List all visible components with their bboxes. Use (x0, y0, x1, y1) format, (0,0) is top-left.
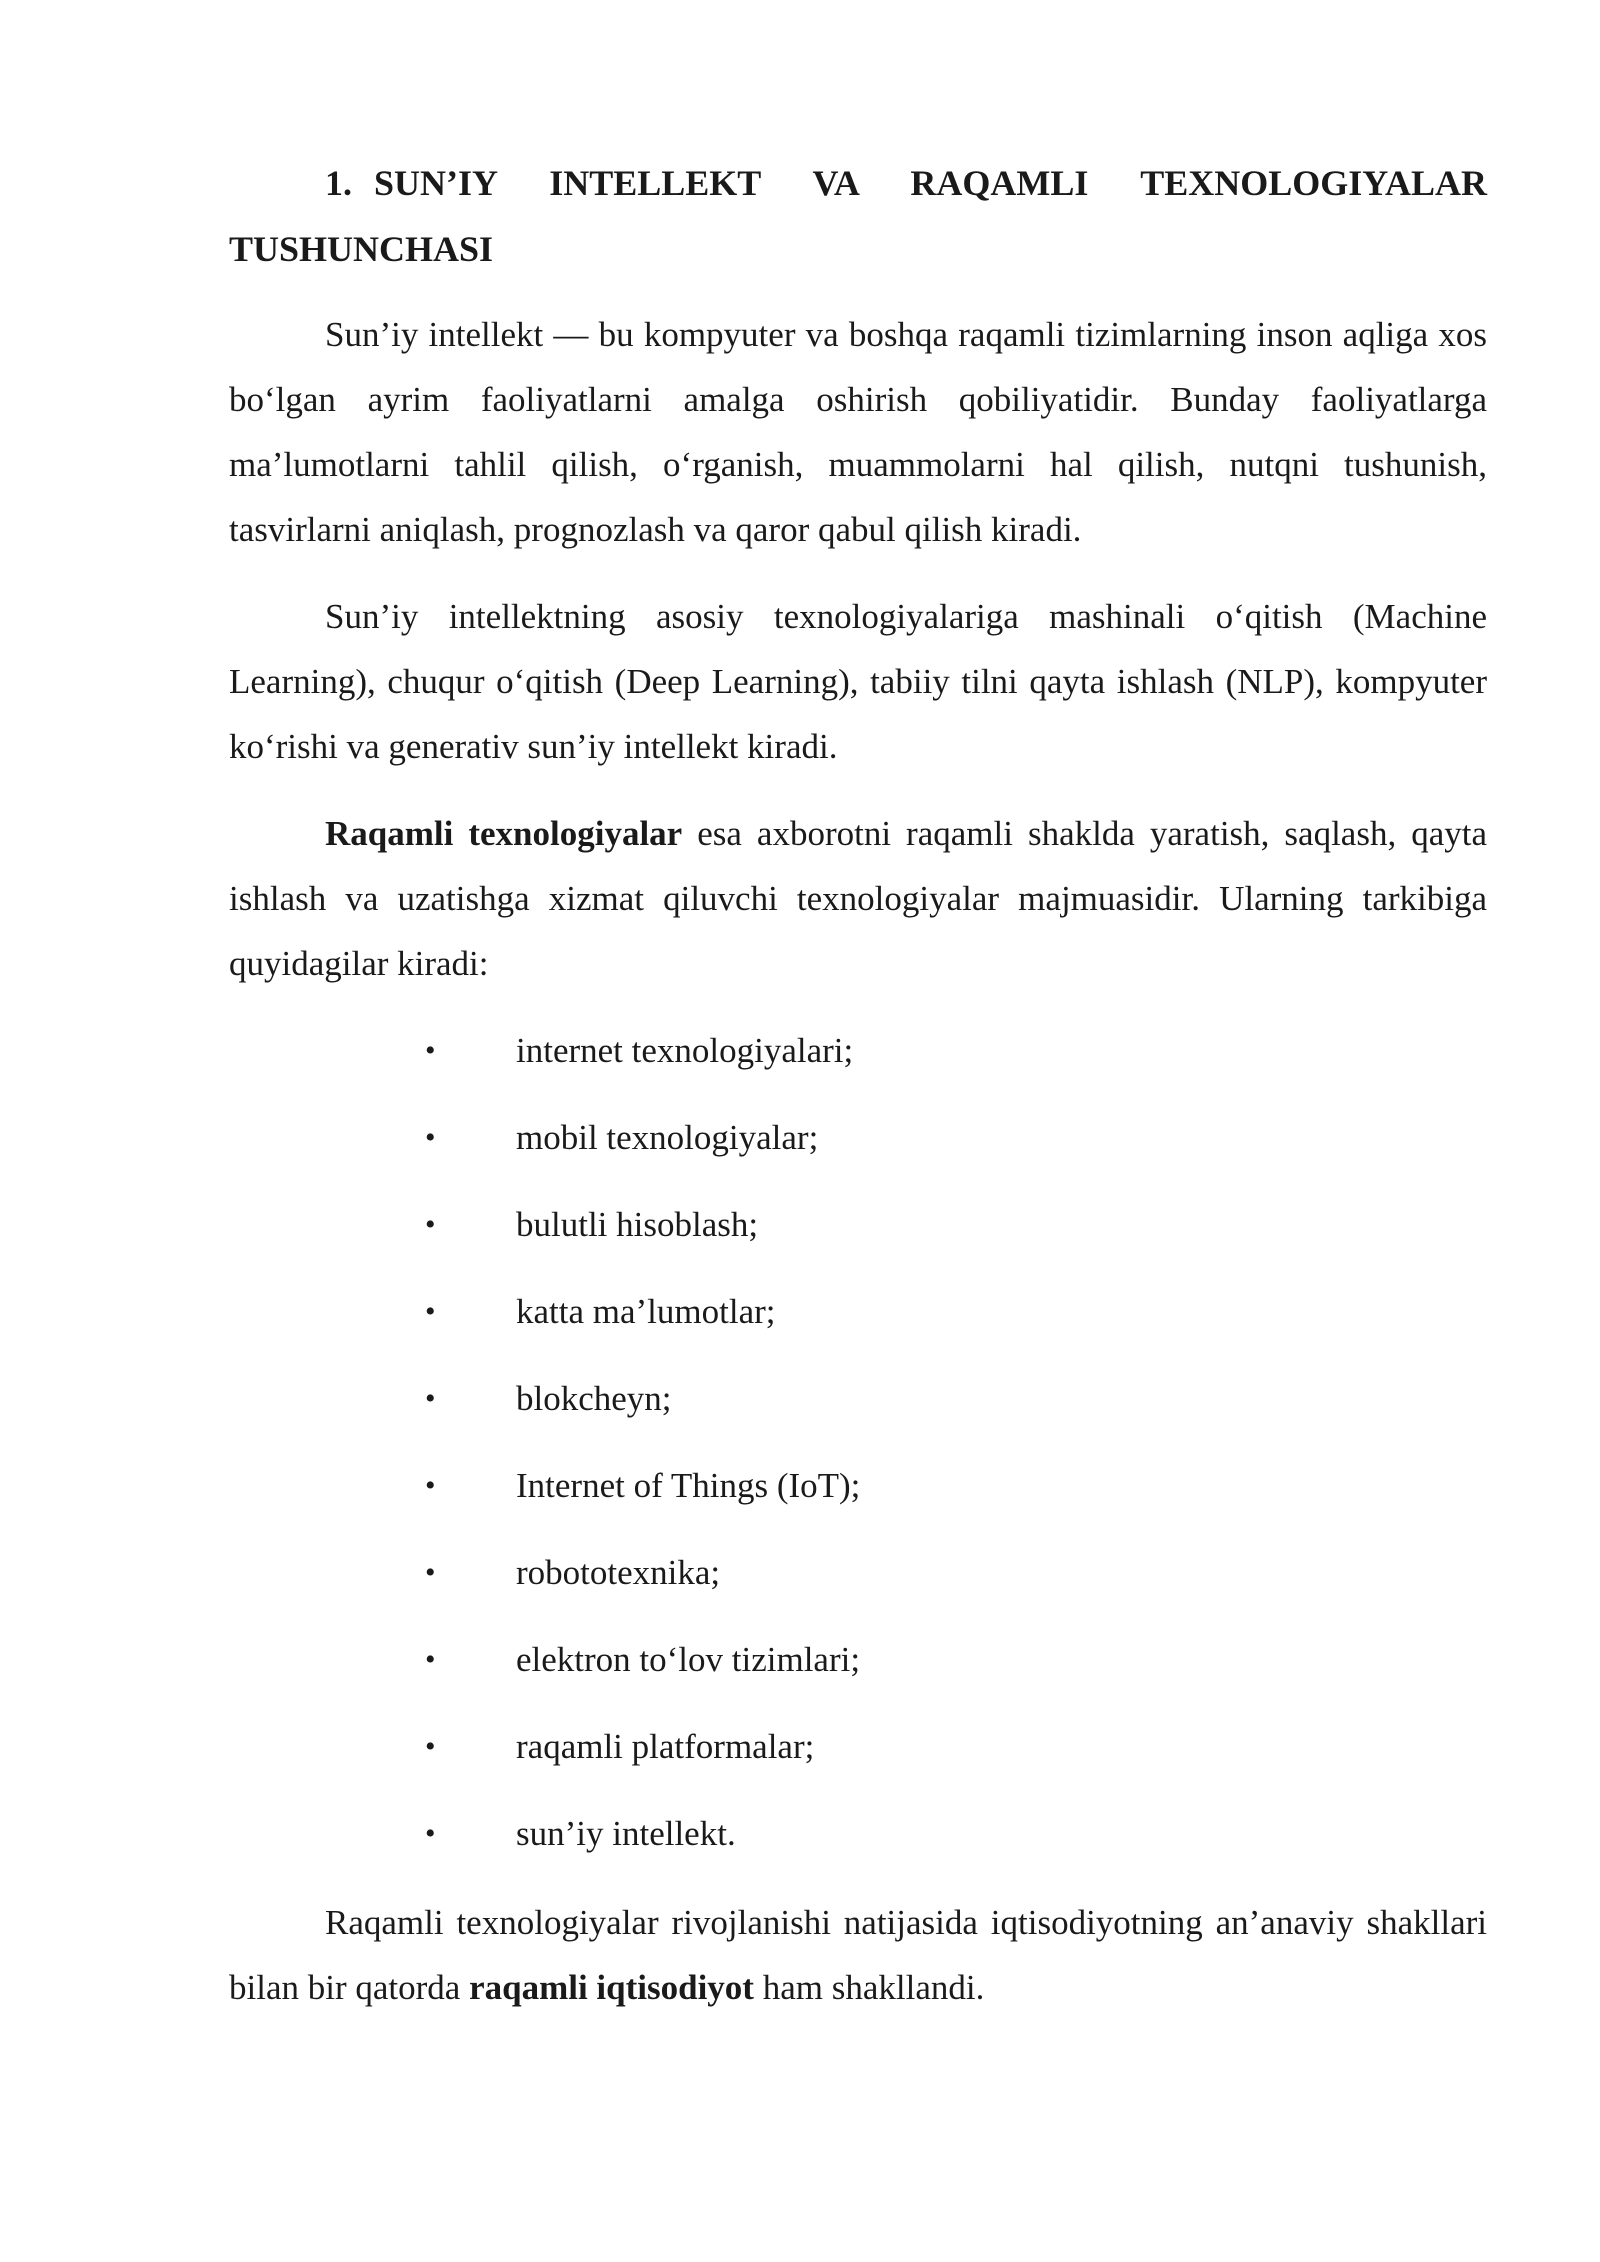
bullet-icon: • (425, 1643, 436, 1676)
technology-list (229, 1018, 1487, 1866)
document-page (229, 150, 1487, 2042)
list-item-text: Internet of Things (IoT); (516, 1466, 861, 1505)
list-item (229, 1018, 1487, 1083)
bullet-icon: • (425, 1121, 436, 1154)
paragraph-digital-technologies (229, 801, 1487, 996)
bullet-icon: • (425, 1556, 436, 1589)
heading-text: SUN’IY INTELLEKT VA RAQAMLI TEXNOLOGIYALAR TUSHUNCHASI (229, 163, 1487, 269)
digital-technologies-definition: esa axborotni raqamli shaklda yaratish, saqlash, qayta ishlash va uzatishga xizmat qiluvchi texnologiyalar majmuasidir. Ularning tarkibiga quyidagilar kiradi: (229, 814, 1487, 983)
digital-technologies-term: Raqamli texnologiyalar (325, 814, 683, 853)
bullet-icon: • (425, 1208, 436, 1241)
list-item (229, 1105, 1487, 1170)
bullet-icon: • (425, 1469, 436, 1502)
list-item-text: internet texnologiyalari; (516, 1031, 854, 1070)
digital-economy-intro: Raqamli texnologiyalar rivojlanishi natijasida iqtisodiyotning an’anaviy shakllari bilan bir qatorda (229, 1903, 1487, 2007)
paragraph-ai-definition: Sun’iy intellekt — bu kompyuter va boshqa raqamli tizimlarning inson aqliga xos bo‘lgan ayrim faoliyatlarni amalga oshirish qobiliyatidir. Bunday faoliyatlarga ma’lumotlarni tahlil qilish, o‘rganish, muammolarni hal qilish, nutqni tushunish, tasvirlarni aniqlash, prognozlash va qaror qabul qilish kiradi. (229, 315, 1487, 549)
list-item-text: sun’iy intellekt. (516, 1814, 736, 1853)
list-item-text: bulutli hisoblash; (516, 1205, 759, 1244)
list-item (229, 1801, 1487, 1866)
bullet-icon: • (425, 1382, 436, 1415)
list-item (229, 1192, 1487, 1257)
bullet-icon: • (425, 1817, 436, 1850)
list-item-text: robototexnika; (516, 1553, 721, 1592)
digital-economy-end: ham shakllandi. (753, 1968, 985, 2007)
paragraph-digital-economy (229, 1890, 1487, 2020)
list-item-text: raqamli platformalar; (516, 1727, 815, 1766)
list-item (229, 1453, 1487, 1518)
bullet-icon: • (425, 1295, 436, 1328)
digital-economy-term: raqamli iqtisodiyot (469, 1968, 754, 2007)
list-item (229, 1714, 1487, 1779)
heading-number: 1. (325, 163, 352, 203)
bullet-icon: • (425, 1730, 436, 1763)
list-item-text: blokcheyn; (516, 1379, 672, 1418)
section-heading (229, 150, 1487, 282)
list-item (229, 1627, 1487, 1692)
list-item-text: katta ma’lumotlar; (516, 1292, 776, 1331)
list-item (229, 1279, 1487, 1344)
list-item-text: mobil texnologiyalar; (516, 1118, 819, 1157)
list-item (229, 1366, 1487, 1431)
list-item-text: elektron to‘lov tizimlari; (516, 1640, 861, 1679)
bullet-icon: • (425, 1034, 436, 1067)
paragraph-ai-technologies: Sun’iy intellektning asosiy texnologiyalariga mashinali o‘qitish (Machine Learning), chuqur o‘qitish (Deep Learning), tabiiy tilni qayta ishlash (NLP), kompyuter ko‘rishi va generativ sun’iy intellekt kiradi. (229, 597, 1487, 766)
list-item (229, 1540, 1487, 1605)
